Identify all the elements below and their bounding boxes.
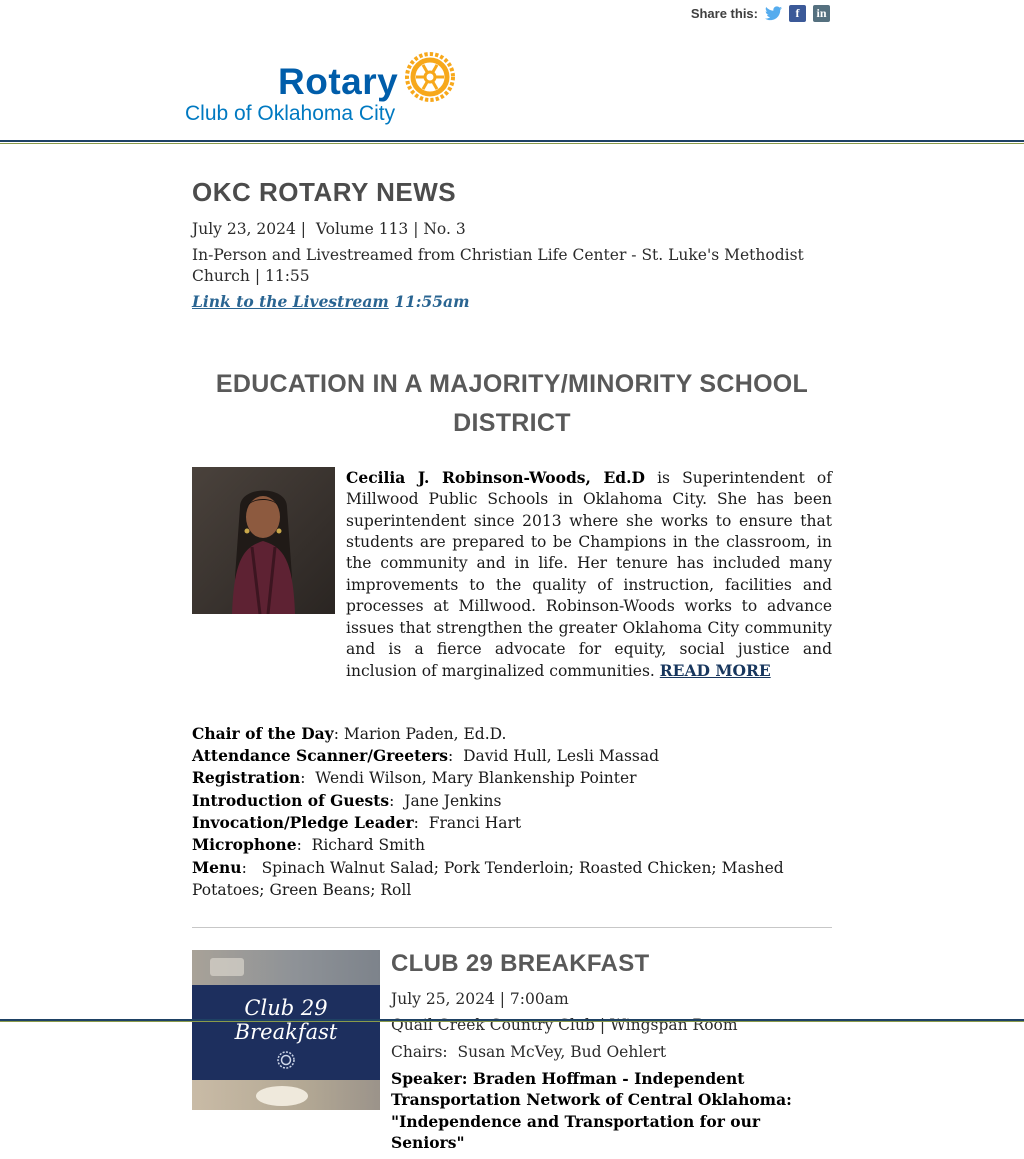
header (0, 0, 1024, 126)
club29-image (192, 950, 380, 1110)
role-introduction-value: : Jane Jenkins (389, 791, 502, 810)
role-introduction-label: Introduction of Guests (192, 790, 390, 810)
newsletter-title: OKC ROTARY NEWS (192, 177, 457, 207)
role-greeters-value: : David Hull, Lesli Massad (448, 747, 660, 766)
role-registration-label: Registration (192, 768, 301, 788)
speaker-bio (346, 467, 832, 683)
club29-image-bottom-band (192, 1080, 380, 1110)
facebook-icon[interactable]: f (789, 5, 806, 22)
rotary-logo (185, 50, 445, 126)
role-chair-value: : Marion Paden, Ed.D. (333, 724, 507, 743)
role-greeters-label: Attendance Scanner/Greeters (192, 746, 448, 766)
newsletter-body (192, 144, 832, 1159)
footer-divider (0, 1019, 1024, 1022)
twitter-bird-icon (765, 6, 782, 21)
meeting-roles (192, 723, 832, 901)
speaker-photo (192, 467, 335, 614)
speaker-feature (192, 467, 832, 683)
role-registration (192, 767, 832, 789)
livestream-link[interactable]: Link to the Livestream (192, 291, 389, 311)
twitter-icon[interactable] (765, 5, 782, 22)
club29-speaker: Speaker: Braden Hoffman - Independent Transportation Network of Central Oklahoma: "Independence and Transportation for our Seniors" (391, 1068, 798, 1153)
livestream-line (192, 292, 832, 313)
speaker-bio-text: is Superintendent of Millwood Public Schools in Oklahoma City. She has been superintendent since 2013 where she works to ensure that students are prepared to be Champions in the classroom, in the community and in life. Her tenure has included many improvements to the quality of instruction, facilities and processes at Millwood. Robinson-Woods works to advance issues that strengthen the greater Oklahoma City community and is a fierce advocate for equity, social justice and inclusion of marginalized communities. (346, 468, 832, 681)
club29-location: Quail Creek Country Club | Wingspan Room (391, 1016, 738, 1035)
club29-section (192, 950, 832, 1159)
share-bar (691, 5, 830, 22)
club29-title: CLUB 29 BREAKFAST (391, 950, 650, 978)
role-menu (192, 857, 832, 902)
club29-image-title-band (192, 985, 380, 1080)
role-microphone (192, 834, 832, 856)
rotary-logo-top (278, 50, 445, 100)
share-label: Share this: (690, 6, 758, 21)
role-chair (192, 723, 832, 745)
role-invocation (192, 812, 832, 834)
role-microphone-value: : Richard Smith (296, 836, 425, 855)
livestream-time: 11:55am (388, 291, 470, 311)
club29-chairs: Chairs: Susan McVey, Bud Oehlert (391, 1042, 667, 1061)
feature-title: EDUCATION IN A MAJORITY/MINORITY SCHOOL DISTRICT (215, 369, 809, 437)
role-greeters (192, 745, 832, 767)
club29-image-top-band (192, 950, 380, 985)
club29-datetime: July 25, 2024 | 7:00am (391, 990, 569, 1009)
role-introduction (192, 790, 832, 812)
rotary-wordmark: Rotary (278, 61, 399, 102)
issue-date-line: July 23, 2024 | Volume 113 | No. 3 (192, 220, 466, 238)
role-chair-label: Chair of the Day (192, 723, 334, 743)
role-menu-value: : Spinach Walnut Salad; Pork Tenderloin; Roasted Chicken; Mashed Potatoes; Green Beans; Roll (192, 858, 789, 899)
role-menu-label: Menu (192, 857, 242, 877)
read-more-link[interactable]: READ MORE (659, 661, 771, 681)
rotary-wheel-icon (403, 50, 457, 108)
linkedin-icon[interactable]: in (813, 5, 830, 22)
club29-image-text: Club 29 Breakfast (234, 995, 338, 1044)
role-registration-value: : Wendi Wilson, Mary Blankenship Pointer (300, 769, 637, 788)
section-divider (192, 927, 832, 928)
speaker-name: Cecilia J. Robinson-Woods, Ed.D (346, 467, 645, 487)
role-invocation-label: Invocation/Pledge Leader (192, 812, 414, 832)
club29-details (391, 950, 832, 1159)
venue-line: In-Person and Livestreamed from Christian Life Center - St. Luke's Methodist Church | 11:55 (192, 245, 809, 285)
role-microphone-label: Microphone (192, 835, 297, 855)
rotary-club-subtitle: Club of Oklahoma City (185, 102, 396, 125)
club29-wheel-icon (276, 1050, 296, 1070)
role-invocation-value: : Franci Hart (413, 813, 522, 832)
